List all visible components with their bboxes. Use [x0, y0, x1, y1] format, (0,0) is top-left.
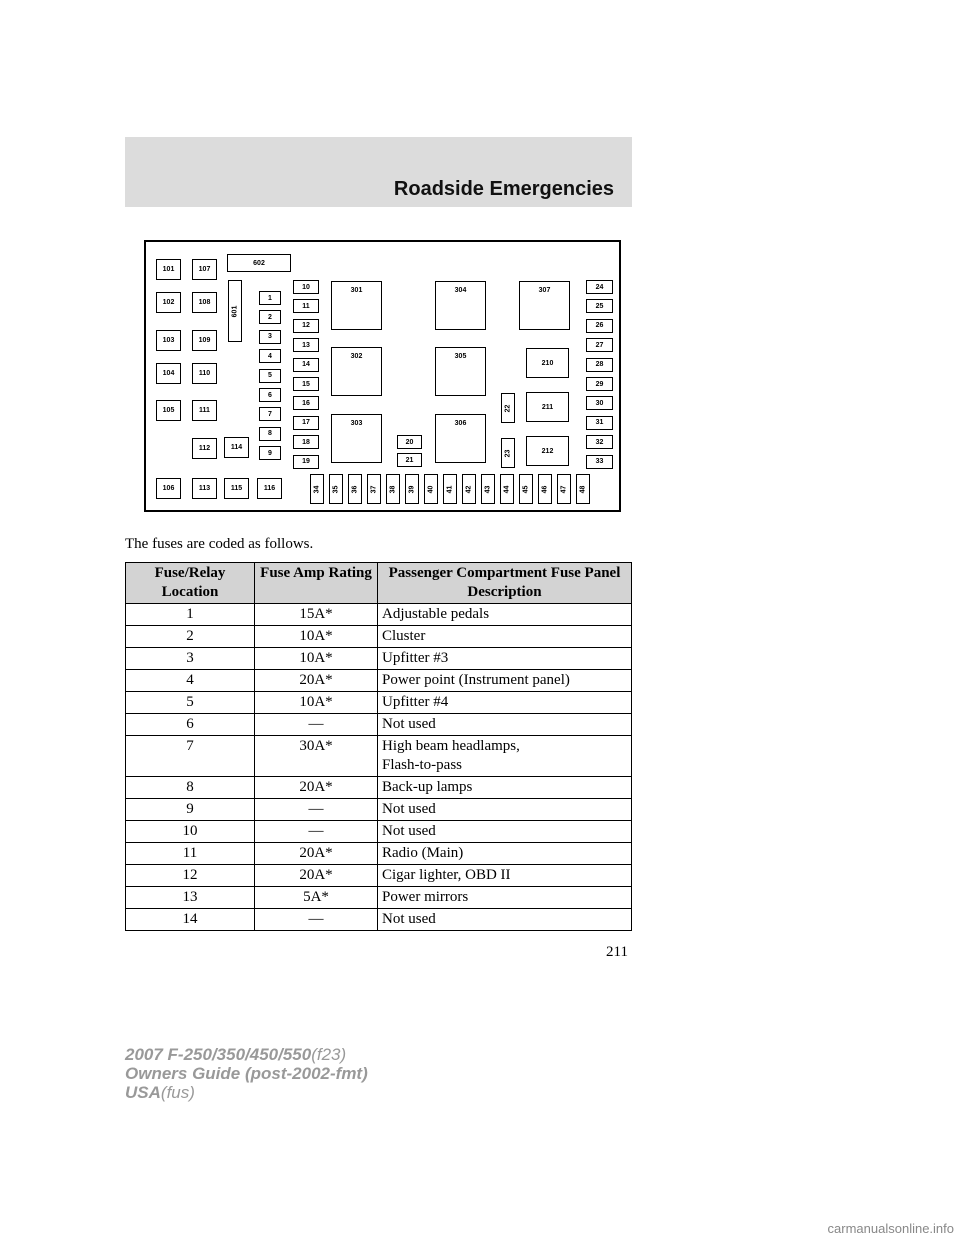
fuse-10: 10	[293, 280, 319, 294]
fuse-210: 210	[526, 348, 569, 378]
fuse-17: 17	[293, 416, 319, 430]
cell-description: Cluster	[378, 626, 632, 648]
fuse-304: 304	[435, 281, 486, 330]
watermark: carmanualsonline.info	[827, 1221, 954, 1236]
intro-text: The fuses are coded as follows.	[125, 536, 314, 552]
fuse-30: 30	[586, 396, 613, 410]
cell-description: Power point (Instrument panel)	[378, 670, 632, 692]
header-location: Fuse/Relay Location	[126, 563, 255, 604]
fuse-36: 36	[348, 474, 362, 504]
table-row	[126, 821, 632, 843]
fuse-21: 21	[397, 453, 422, 467]
fuse-41: 41	[443, 474, 457, 504]
fuse-24: 24	[586, 280, 613, 294]
cell-description: Back-up lamps	[378, 777, 632, 799]
cell-rating: 20A*	[255, 865, 378, 887]
fuse-19: 19	[293, 455, 319, 469]
fuse-16: 16	[293, 396, 319, 410]
fuse-panel-diagram	[144, 240, 621, 512]
table-row	[126, 648, 632, 670]
fuse-47: 47	[557, 474, 571, 504]
fuse-35: 35	[329, 474, 343, 504]
fuse-116: 116	[257, 478, 282, 499]
cell-location: 2	[126, 626, 255, 648]
fuse-23: 23	[501, 438, 515, 468]
fuse-101: 101	[156, 259, 181, 280]
table-row	[126, 604, 632, 626]
table-row	[126, 843, 632, 865]
cell-rating: 15A*	[255, 604, 378, 626]
fuse-7: 7	[259, 407, 281, 421]
fuse-27: 27	[586, 338, 613, 352]
table-row	[126, 799, 632, 821]
cell-location: 1	[126, 604, 255, 626]
cell-location: 12	[126, 865, 255, 887]
description-line: High beam headlamps,	[382, 738, 520, 754]
cell-rating: —	[255, 821, 378, 843]
fuse-601: 601	[228, 280, 242, 342]
fuse-45: 45	[519, 474, 533, 504]
cell-description: Upfitter #3	[378, 648, 632, 670]
fuse-34: 34	[310, 474, 324, 504]
fuse-29: 29	[586, 377, 613, 391]
fuse-25: 25	[586, 299, 613, 313]
fuse-table	[125, 562, 632, 931]
footer-line-1	[125, 1045, 368, 1064]
cell-rating: 10A*	[255, 692, 378, 714]
fuse-32: 32	[586, 435, 613, 449]
cell-description: Not used	[378, 909, 632, 931]
fuse-20: 20	[397, 435, 422, 449]
fuse-111: 111	[192, 400, 217, 421]
table-row	[126, 692, 632, 714]
cell-description: Not used	[378, 714, 632, 736]
cell-rating: —	[255, 909, 378, 931]
fuse-114: 114	[224, 437, 249, 458]
footer-line-2: Owners Guide (post-2002-fmt)	[125, 1064, 368, 1083]
fuse-4: 4	[259, 349, 281, 363]
fuse-33: 33	[586, 455, 613, 469]
fuse-14: 14	[293, 358, 319, 372]
table-row	[126, 626, 632, 648]
fuse-103: 103	[156, 330, 181, 351]
fuse-46: 46	[538, 474, 552, 504]
fuse-8: 8	[259, 427, 281, 441]
cell-description	[378, 736, 632, 777]
page-number: 211	[606, 944, 628, 960]
fuse-44: 44	[500, 474, 514, 504]
fuse-108: 108	[192, 292, 217, 313]
cell-rating: —	[255, 714, 378, 736]
footer-model: 2007 F-250/350/450/550	[125, 1045, 312, 1064]
fuse-305: 305	[435, 347, 486, 396]
description-line: Flash-to-pass	[382, 757, 462, 773]
table-row	[126, 736, 632, 777]
cell-rating: 30A*	[255, 736, 378, 777]
fuse-38: 38	[386, 474, 400, 504]
header-description: Passenger Compartment Fuse Panel Description	[378, 563, 632, 604]
fuse-12: 12	[293, 319, 319, 333]
cell-description: Upfitter #4	[378, 692, 632, 714]
fuse-40: 40	[424, 474, 438, 504]
section-title: Roadside Emergencies	[393, 178, 614, 200]
fuse-112: 112	[192, 438, 217, 459]
fuse-28: 28	[586, 358, 613, 372]
fuse-1: 1	[259, 291, 281, 305]
fuse-602: 602	[227, 254, 291, 272]
fuse-110: 110	[192, 363, 217, 384]
fuse-106: 106	[156, 478, 181, 499]
fuse-113: 113	[192, 478, 217, 499]
footer-model-code: (f23)	[311, 1045, 347, 1064]
document-footer	[125, 1045, 368, 1102]
section-header	[125, 137, 632, 207]
table-header-row	[126, 563, 632, 604]
cell-location: 7	[126, 736, 255, 777]
cell-location: 5	[126, 692, 255, 714]
fuse-48: 48	[576, 474, 590, 504]
footer-market: USA	[125, 1083, 161, 1102]
cell-location: 11	[126, 843, 255, 865]
cell-description: Radio (Main)	[378, 843, 632, 865]
cell-location: 13	[126, 887, 255, 909]
cell-description: Not used	[378, 821, 632, 843]
table-row	[126, 714, 632, 736]
fuse-302: 302	[331, 347, 382, 396]
fuse-37: 37	[367, 474, 381, 504]
cell-location: 9	[126, 799, 255, 821]
cell-location: 3	[126, 648, 255, 670]
fuse-5: 5	[259, 369, 281, 383]
fuse-102: 102	[156, 292, 181, 313]
cell-location: 14	[126, 909, 255, 931]
cell-location: 6	[126, 714, 255, 736]
fuse-211: 211	[526, 392, 569, 422]
table-row	[126, 909, 632, 931]
fuse-43: 43	[481, 474, 495, 504]
fuse-26: 26	[586, 319, 613, 333]
cell-rating: 10A*	[255, 626, 378, 648]
fuse-104: 104	[156, 363, 181, 384]
cell-description: Cigar lighter, OBD II	[378, 865, 632, 887]
fuse-307: 307	[519, 281, 570, 330]
fuse-31: 31	[586, 416, 613, 430]
fuse-9: 9	[259, 446, 281, 460]
fuse-13: 13	[293, 338, 319, 352]
fuse-303: 303	[331, 414, 382, 463]
fuse-301: 301	[331, 281, 382, 330]
fuse-212: 212	[526, 436, 569, 466]
fuse-105: 105	[156, 400, 181, 421]
fuse-15: 15	[293, 377, 319, 391]
table-row	[126, 777, 632, 799]
table-row	[126, 865, 632, 887]
table-row	[126, 887, 632, 909]
fuse-39: 39	[405, 474, 419, 504]
cell-rating: 5A*	[255, 887, 378, 909]
fuse-18: 18	[293, 435, 319, 449]
footer-line-3	[125, 1083, 368, 1102]
cell-description: Not used	[378, 799, 632, 821]
footer-market-code: (fus)	[160, 1083, 195, 1102]
cell-rating: 20A*	[255, 777, 378, 799]
table-row	[126, 670, 632, 692]
cell-location: 4	[126, 670, 255, 692]
fuse-3: 3	[259, 330, 281, 344]
cell-description: Power mirrors	[378, 887, 632, 909]
cell-rating: 20A*	[255, 670, 378, 692]
fuse-115: 115	[224, 478, 249, 499]
fuse-22: 22	[501, 393, 515, 423]
cell-description: Adjustable pedals	[378, 604, 632, 626]
fuse-42: 42	[462, 474, 476, 504]
cell-location: 10	[126, 821, 255, 843]
cell-rating: 20A*	[255, 843, 378, 865]
fuse-11: 11	[293, 299, 319, 313]
cell-location: 8	[126, 777, 255, 799]
fuse-109: 109	[192, 330, 217, 351]
fuse-306: 306	[435, 414, 486, 463]
fuse-2: 2	[259, 310, 281, 324]
cell-rating: —	[255, 799, 378, 821]
fuse-107: 107	[192, 259, 217, 280]
header-rating: Fuse Amp Rating	[255, 563, 378, 604]
cell-rating: 10A*	[255, 648, 378, 670]
fuse-6: 6	[259, 388, 281, 402]
